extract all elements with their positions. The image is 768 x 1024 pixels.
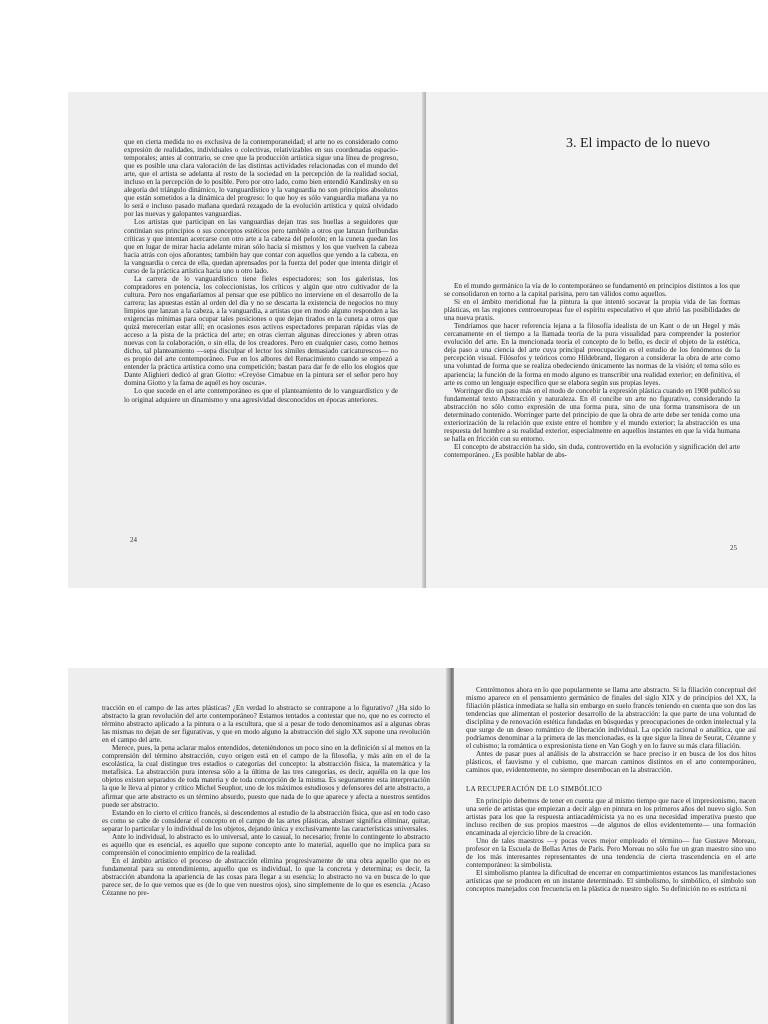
paragraph: Worringer dio un paso más en el modo de concebir la expresión plástica cuando en 1908 publicó su fundamental texto Abstracción y naturaleza. En él concibe un arte no figurativo, considerando la abstracción no sólo como expresión de una forma pura, sino de una forma transmisora de un determinado contenido. Worringer parte del principio de que la obra de arte debe ser tenida como una exteriorización de la relación que existe entre el hombre y el mundo exterior; la abstracción es una respuesta del hombre a su realidad exterior, especialmente en aquellos instantes en que la vida humana se halla en fricción con su entorno. — [444, 386, 740, 443]
paragraph: Centrémonos ahora en lo que popularmente se llama arte abstracto. Si la filiación conceptual del mismo aparece en el pensamiento germánico de finales del siglo XIX y de principios del XX, la filiación plástica inmediata se halla sin embargo en suelo francés teniendo en cuenta que son dos las tendencias que alimentan el posterior desarrollo de la abstracción: la que parte de una voluntad de disciplina y de renovación estética fundadas en búsquedas y preocupaciones de orden intelectual y la que surge de un deseo romántico de liberación individual. La opción racional o analítica, que así podríamos denominar a la primera de las mencionadas, es la que sigue la línea de Seurat, Cézanne y el cubismo; la romántica o expresionista tiene en Van Gogh y en lo fauve su más clara filiación. — [466, 686, 756, 751]
page-25 — [426, 92, 768, 588]
page-24 — [68, 92, 424, 588]
book-spread-bottom — [68, 668, 768, 1024]
page-25-text — [444, 282, 740, 544]
section-heading: LA RECUPERACIÓN DE LO SIMBÓLICO — [466, 784, 603, 793]
paragraph: Merece, pues, la pena aclarar malos entendidos, deteniéndonos un poco sino en la definición sí al menos en la comprensión del término abstracción, cuyo origen está en el campo de la filosofía, y más aún en el de la escolástica, la cual distingue tres estadios o categorías del concepto: la abstracción física, la matemática y la metafísica. La abstracción pura interesa sólo a la última de las tres categorías, es decir, aquélla en la que los objetos existen separados de toda materia y de toda concepción de la misma. Es seguramente esta interpretación la que le lleva al pintor y crítico Michel Seuphor, uno de los máximos estudiosos y defensores del arte abstracto, a afirmar que arte abstracto es un término absurdo, puesto que nada de lo que aparece y afecta a nuestros sentidos puede ser abstracto. — [102, 744, 430, 809]
paragraph: El concepto de abstracción ha sido, sin duda, controvertido en la evolución y significación del arte contemporáneo. ¿Es posible hablar de abs- — [444, 442, 740, 459]
paragraph: Antes de pasar pues al análisis de la abstracción se hace preciso ir en busca de los dos hitos plásticos, el fauvismo y el cubismo, que marcan caminos distintos en el arte contemporáneo, caminos que, evidentemente, no siempre desembocan en la abstracción. — [466, 750, 756, 775]
chapter-title: 3. El impacto de lo nuevo — [566, 136, 710, 151]
page-number: 25 — [730, 544, 737, 552]
paragraph: El simbolismo plantea la dificultad de encerrar en compartimientos estancos las manifestaciones artísticas que se producen en un instante determinado. El simbolismo, lo simbólico, el símbolo son conceptos manejados con frecuencia en la plástica de nuestro siglo. Su definición no es estricta ni — [466, 868, 756, 894]
paragraph: que en cierta medida no es exclusiva de la contemporaneidad; el arte no es considerado como expresión de realidades, individuales o colectivas, relativizables en sus coordenadas espacio-temporales; antes al contrario, se cree que la producción artística sigue una línea de progreso, que es posible una clara valoración de las distintas actividades relacionadas con el mundo del arte, que el artista se adelanta al resto de la sociedad en la percepción de la realidad social, incluso en la percepción de lo posible. Pero por otro lado, como bien entendió Kandinsky en su alegoría del triángulo dinámico, lo vanguardístico y la vanguardia no son principios absolutos que están sometidos a la dinámica del progreso: lo que hoy es sólo vanguardia mañana ya no lo será e incluso pasado mañana quedará rezagado de la evolución artística y quizá olvidado por las nuevas y galopantes vanguardias. — [124, 138, 398, 219]
page-26-text — [102, 704, 430, 1024]
paragraph: En el mundo germánico la vía de lo contemporáneo se fundamentó en principios distintos a los que se consolidaron en torno a la capital parisina, pero tan válidos como aquellos. — [444, 282, 740, 299]
book-spread-top — [68, 92, 768, 588]
page-27 — [454, 668, 768, 1024]
paragraph: Estando en lo cierto el crítico francés, si descendemos al estudio de la abstracción física, que así en todo caso es como se cabe de considerar el concepto en el campo de las artes plásticas, abstraer significa eliminar, quitar, separar lo particular y lo individual de los objetos, dejando única y exclusivamente las características universales. — [102, 808, 430, 833]
paragraph: En principio debemos de tener en cuenta que al mismo tiempo que nace el impresionismo, nacen una serie de artistas que empiezan a decir algo en pintura en los primeros años del nuevo siglo. Son artistas para los que la respuesta antiacadémicista ya no es una necesidad imperativa puesto que incluso reciben de sus propios maestros —de algunos de ellos evidentemente— una formación encaminada al ejercicio libre de la creación. — [466, 796, 756, 837]
paragraph: Si en el ámbito meridional fue la pintura la que intentó socavar la propia vida de las formas plásticas, en las regiones centroeuropeas fue el espíritu especulativo el que abrió las posibilidades de una nueva praxis. — [444, 298, 740, 323]
paragraph: Lo que sucede en el arte contemporáneo es que el planteamiento de lo vanguardístico y de lo original adquiere un dinamismo y una agresividad desconocidos en épocas anteriores. — [124, 387, 398, 404]
paragraph: Uno de tales maestros —y pocas veces mejor empleado el término— fue Gustave Moreau, profesor en la Escuela de Bellas Artes de París. Pero Moreau no sólo fue un gran maestro sino uno de los más interesantes representantes de una tendencia de cierta trascendencia en el arte contemporáneo: la simbolista. — [466, 836, 756, 869]
page-27-text — [466, 686, 756, 1024]
page-26 — [68, 668, 450, 1024]
paragraph: Los artistas que participan en las vanguardias dejan tras sus huellas a seguidores que continúan sus principios o sus conceptos estéticos pero también a otros que lanzan furibundas críticas y que intentan acercarse con otro arte a la cabeza del pelotón; en la cuneta quedan los que en lugar de mirar hacia adelante miran sólo hacia sí mismos y los que vuelven la cabeza hacia atrás con ojos añorantes; también hay que contar con aquellos que yendo a la cabeza, en la vanguardia o cerca de ella, quedan aprensados por la fuerza del poder que intenta dirigir el curso de la práctica artística hacia uno u otro lado. — [124, 218, 398, 275]
paragraph: En el ámbito artístico el proceso de abstracción elimina progresivamente de una obra aquello que no es fundamental para su entendimiento, aquello que es individual, lo que la concreta y determina; es decir, la abstracción abandona la apariencia de las cosas para llegar a su esencia; lo abstracto no va en busca de lo que parece ser, de lo que vemos que es (de lo que ven nuestros ojos), sino simplemente de lo que es esencia. ¿Acaso Cézanne no pre- — [102, 856, 430, 898]
paragraph: tracción en el campo de las artes plásticas? ¿En verdad lo abstracto se contrapone a lo figurativo? ¿Ha sido lo abstracto la gran revolución del arte contemporáneo? Estamos tentados a contestar que no, que no es correcto el término abstracto aplicado a la pintura o a la escultura, que si a pesar de todo denominamos así a algunas obras las mismas no dejan de ser figurativas, y que en modo alguno la abstracción del siglo XX supone una revolución en el campo del arte. — [102, 704, 430, 745]
paragraph: Ante lo individual, lo abstracto es lo universal, ante lo casual, lo necesario; frente lo contingente lo abstracto es aquello que es esencial, es aquello que supone concepto ante lo material, aquello que no implica para su comprensión el conocimiento empírico de la realidad. — [102, 832, 430, 857]
paragraph: Tendríamos que hacer referencia lejana a la filosofía idealista de un Kant o de un Hegel y más cercanamente en el tiempo a la llamada teoría de la pura visualidad para comprender la posterior evolución del arte. En la mencionada teoría el concepto de lo bello, es decir el objeto de la estética, deja paso a una ciencia del arte cuya principal preocupación es el estudio de los fenómenos de la percepción visual. Filósofos y teóricos como Hildebrand, llegaron a considerar la obra de arte como una voluntad de forma que se realiza obedeciendo únicamente las normas de la visión; el tema sólo es apariencia; la función de la forma en modo alguno es transcribir una realidad exterior; en definitiva, el arte es como un lenguaje específico que se elabora según sus propias leyes. — [444, 322, 740, 387]
paragraph: La carrera de lo vanguardístico tiene fieles espectadores; son los galeristas, los compradores en potencia, los coleccionistas, los críticos y algún que otro cultivador de la cultura. Pero nos engañaríamos al pensar que ese público no interviene en el desarrollo de la carrera; las apuestas están al orden del día y no se descarta la existencia de negocios no muy limpios que lanzan a la cabeza, a la vanguardia, a artistas que en modo alguno responden a las exigencias mínimas para ocupar tales posiciones o que dejan tirados en la cuneta a otros que quizá merecerían estar allí; en ocasiones esos activos espectadores preparan rápidas vías de acceso a la pista de la práctica del arte; en otras cierran algunas direcciones y abren otras nuevas con la colaboración, o sin ella, de los creadores. Pero en cualquier caso, como hemos dicho, tal planteamiento —sepa disculpar el lector los símiles demasiado caricaturescos— no es propio del arte contemporáneo. Fue en los albores del Renacimiento cuando se empezó a entender la práctica artística como una competición; bastan para dar fe de ello los elogios que Dante Alighieri dedicó al gran Giotto: «Creyóse Cimabue en la pintura ser el señor pero hoy domina Giotto y la fama de aquél es hoy oscura». — [124, 274, 398, 388]
page-24-text — [124, 138, 398, 538]
page-number: 24 — [130, 536, 137, 544]
